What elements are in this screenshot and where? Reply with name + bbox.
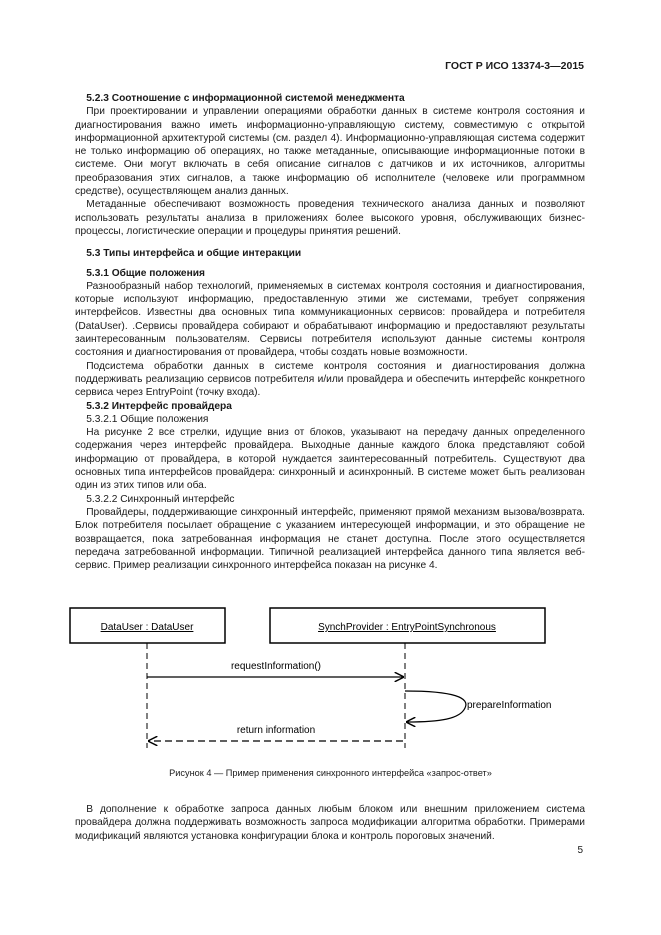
sequence-diagram [0,603,661,783]
paragraph-5-3-1-1: Разнообразный набор технологий, применяемых в системах контроля состояния и диагностирования, которые используют информацию, предоставленную этими же системами, требует сопряжения интерфейсов. Известны два основных типа коммуникационных сервисов: провайдера и потребителя (DataUser). .Сервисы провайдера собирают и обрабатывают информацию и предоставляют результаты заинтересованным пользователям. Сервисы потребителя используют данные системы контроля состояния и диагностирования от провайдера, чтобы создать новые возможности. [75,280,585,359]
heading-5-3-2-1: 5.3.2.1 Общие положения [86,413,209,425]
paragraph-5-2-3-2: Метаданные обеспечивают возможность проведения технического анализа данных и позволяют использовать результаты анализа в приложениях более высокого уровня, обслуживающих бизнес-процессы, логистические операции и процедуры принятия решений. [75,199,585,237]
document-standard-header: ГОСТ Р ИСО 13374-3—2015 [445,60,584,72]
main-text [75,92,585,572]
synchprovider-box-label: SynchProvider : EntryPointSynchronous [318,622,496,633]
page-number: 5 [577,845,583,856]
return-information-label: return information [236,725,316,736]
prepare-information-label: prepareInformation [467,700,552,711]
paragraph-5-2-3-1: При проектировании и управлении операциями обработки данных в системе контроля состояния и диагностирования важно иметь информационно-управляющую систему, совместимую с открытой информационной архитектурой системы (см. раздел 4). Информационно-управляющая система содержит не только информацию об операциях, но также метаданные, описывающие информационные потоки в системе. Они могут включать в себя описание сигналов с датчиков и их источников, алгоритмы преобразования этих сигналов, а также информацию об исполнителе (человеке или программном средстве), осуществляющем анализ данных. [75,106,585,198]
heading-5-3-2: 5.3.2 Интерфейс провайдера [86,400,232,412]
heading-5-2-3: 5.2.3 Соотношение с информационной системой менеджмента [86,93,405,104]
paragraph-5-3-2-2: Провайдеры, поддерживающие синхронный интерфейс, применяют прямой механизм вызова/возврата. Блок потребителя посылает обращение с указанием интересующей информации, и это обращение не возвращается, пока затребованная информация не станет доступна. После этого осуществляется передача затребованной информации. Типичной реализацией интерфейса данного типа является веб-сервис. Пример реализации синхронного интерфейса показан на рисунке 4. [75,506,585,572]
heading-5-3-1: 5.3.1 Общие положения [86,267,205,279]
datauser-box-label: DataUser : DataUser [100,622,194,633]
figure-caption: Рисунок 4 — Пример применения синхронного интерфейса «запрос-ответ» [169,768,492,778]
paragraph-final: В дополнение к обработке запроса данных любым блоком или внешним приложением система провайдера должна поддерживать возможность запроса модификации алгоритма обработки. Примерами модификаций являются установка конфигурации блока и контроль пороговых значений. [75,804,585,842]
paragraph-5-3-1-2: Подсистема обработки данных в системе контроля состояния и диагностирования должна поддерживать реализацию сервисов потребителя и/или провайдера и обеспечить интерфейс конкретного сервиса через EntryPoint (точку входа). [75,360,585,399]
prepare-information-arrow [405,691,466,722]
final-paragraph [75,793,585,853]
request-information-label: requestInformation() [230,661,322,672]
heading-5-3-2-2: 5.3.2.2 Синхронный интерфейс [86,493,235,505]
paragraph-5-3-2-1: На рисунке 2 все стрелки, идущие вниз от блоков, указывают на передачу данных определенного содержания через интерфейс провайдера. Выходные данные каждого блока представляют собой информацию от провайдера, в которой нуждается заинтересованный потребитель. Существуют два основных типа интерфейсов провайдера: синхронный и асинхронный. В системе может быть реализован один из этих типов или оба. [75,427,585,492]
heading-5-3: 5.3 Типы интерфейса и общие интеракции [86,248,302,260]
